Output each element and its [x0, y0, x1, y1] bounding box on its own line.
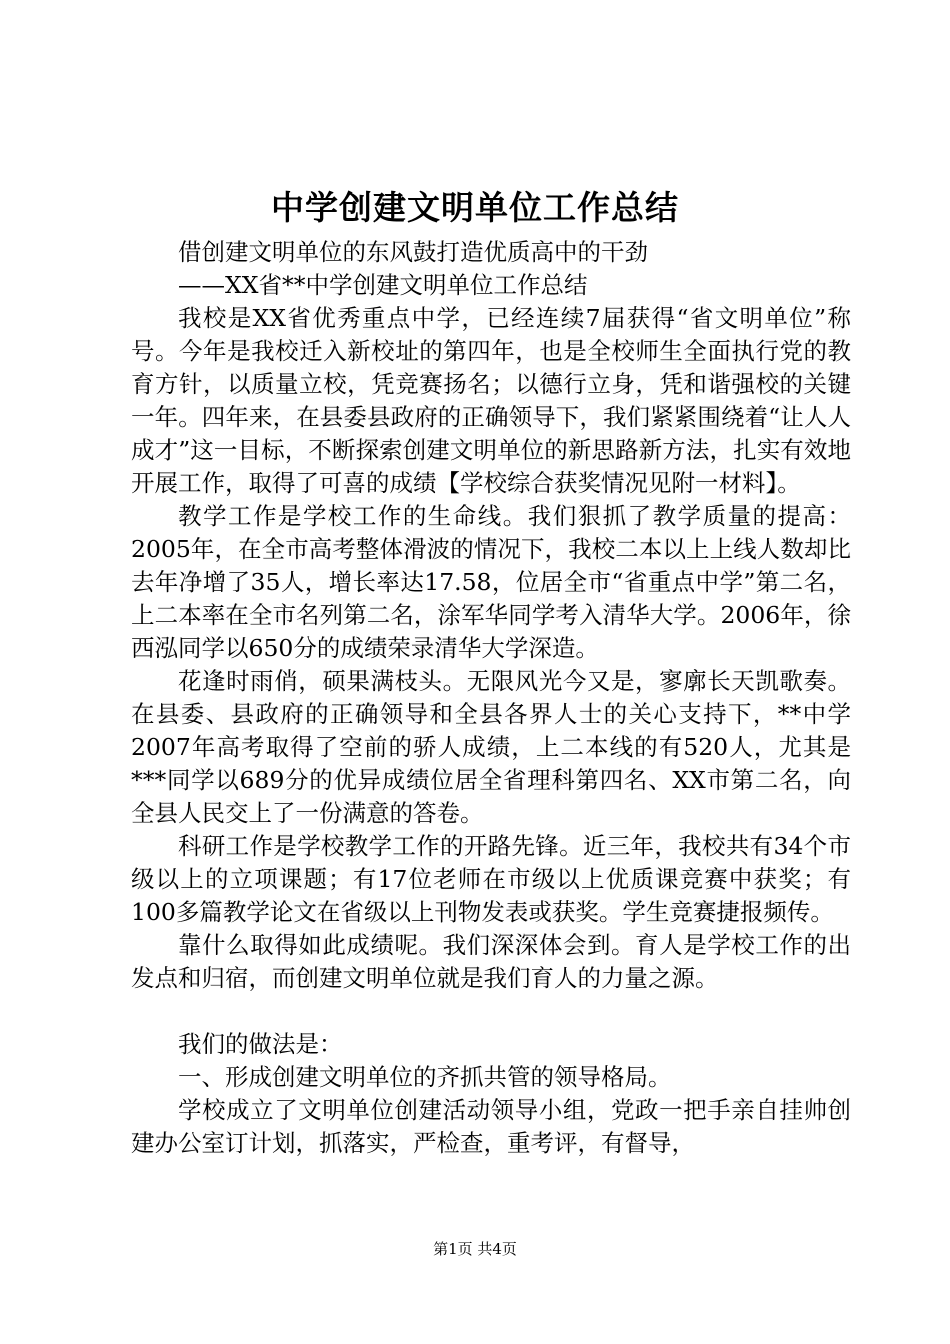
body-paragraph: 我校是XX省优秀重点中学，已经连续7届获得“省文明单位”称号。今年是我校迁入新校址的第四年，也是全校师生全面执行党的教育方针，以质量立校，凭竞赛扬名；以德行立身，凭和谐强校的关键一年。四年来，在县委县政府的正确领导下，我们紧紧围绕着“让人人成才”这一目标，不断探索创建文明单位的新思路新方法，扎实有效地开展工作，取得了可喜的成绩【学校综合获奖情况见附一材料】。: [131, 304, 851, 497]
section-heading: 一、形成创建文明单位的齐抓共管的领导格局。: [178, 1063, 672, 1091]
subtitle-source-line: ——XX省**中学创建文明单位工作总结: [178, 271, 588, 299]
body-paragraph: 科研工作是学校教学工作的开路先锋。近三年，我校共有34个市级以上的立项课题；有17位老师在市级以上优质课竞赛中获奖；有100多篇教学论文在省级以上刊物发表或获奖。学生竞赛捷报频传。: [131, 832, 851, 926]
body-paragraph: 学校成立了文明单位创建活动领导小组，党政一把手亲自挂帅创建办公室订计划，抓落实，严检查，重考评，有督导，: [131, 1096, 851, 1157]
body-paragraph: 教学工作是学校工作的生命线。我们狠抓了教学质量的提高：2005年，在全市高考整体滑波的情况下，我校二本以上上线人数却比去年净增了35人，增长率达17.58，位居全市“省重点中学”第二名，上二本率在全市名列第二名，涂军华同学考入清华大学。2006年，徐西泓同学以650分的成绩荣录清华大学深造。: [131, 502, 851, 662]
document-title: 中学创建文明单位工作总结: [271, 188, 679, 227]
approach-intro: 我们的做法是：: [178, 1030, 343, 1058]
page-footer: 第1页 共4页: [433, 1240, 517, 1258]
body-paragraph: 花逢时雨俏，硕果满枝头。无限风光今又是，寥廓长天凯歌奏。在县委、县政府的正确领导和全县各界人士的关心支持下，**中学2007年高考取得了空前的骄人成绩，上二本线的有520人，尤其是***同学以689分的优异成绩位居全省理科第四名、XX市第二名，向全县人民交上了一份满意的答卷。: [131, 667, 851, 827]
document-body: [131, 236, 851, 1160]
subtitle-line: 借创建文明单位的东风鼓打造优质高中的干劲: [178, 238, 648, 266]
body-paragraph: 靠什么取得如此成绩呢。我们深深体会到。育人是学校工作的出发点和归宿，而创建文明单位就是我们育人的力量之源。: [131, 931, 851, 992]
